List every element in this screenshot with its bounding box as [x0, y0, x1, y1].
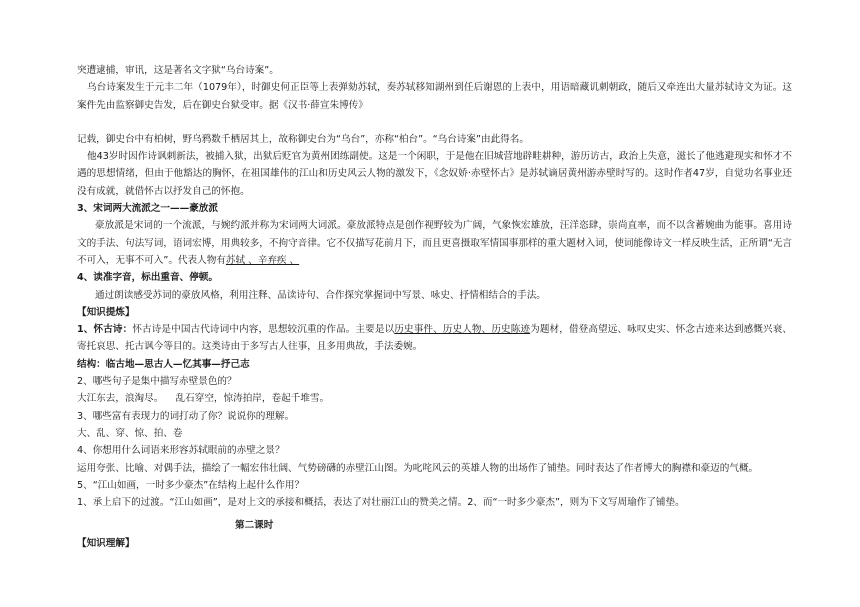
- paragraph-reading-goal: 通过朗读感受苏词的豪放风格，利用注释、品读诗句、合作探究掌握词中写景、咏史、抒情相结合的手法。: [95, 289, 546, 301]
- huaigu-label: 1、怀古诗：: [77, 324, 133, 336]
- paragraph-wutai-origin: 记载，御史台中有柏树，野乌鸦数千栖居其上，故称御史台为“乌台”，亦称“柏台”。“乌台诗案”由此得名。: [77, 133, 529, 145]
- huaigu-text-1: 怀古诗是中国古代诗词中内容，思想较沉重的作品。主要是以: [132, 324, 395, 336]
- paragraph-wutai-case: 乌台诗案发生于元丰二年（1079年），时御史何正臣等上表弹劾苏轼，奏苏轼移知湖州到任后谢恩的上表中，用语暗藏讥刺朝政，随后又牵连出大量苏轼诗文为证。这案件先由监察御史告发，后在御史台狱受审。据《汉书·薛宣朱博传》: [77, 82, 792, 111]
- answer-3: 大、乱、穿、惊、拍、卷: [77, 427, 183, 439]
- heading-knowledge-extract: 【知识提炼】: [77, 306, 135, 318]
- paragraph-haofang: [77, 217, 792, 269]
- haofang-text: 豪放派是宋词的一个流派，与婉约派并称为宋词两大词派。豪放派特点是创作视野较为广阔，气象恢宏雄放，汪洋恣肆，崇尚直率，而不以含蓄婉曲为能事。喜用诗文的手法、句法写词，语词宏博，用典较多，不拘守音律。它不仅描写花前月下，而且更喜摄取军情国事那样的重大题材入词，使词能像诗文一样反映生活，正所谓“无言不可入，无事不可入”。代表人物有: [77, 220, 792, 266]
- question-2: 2、哪些句子是集中描写赤壁景色的？: [77, 376, 237, 388]
- question-3: 3、哪些富有表现力的词打动了你？说说你的理解。: [77, 410, 295, 422]
- question-4: 4、你想用什么词语来形容苏轼眼前的赤壁之景？: [77, 445, 285, 457]
- answer-5: 1、承上启下的过渡。“江山如画”，是对上文的承接和概括，表达了对壮丽江山的赞美之情。2、而“一时多少豪杰”，则为下文写周瑜作了铺垫。: [77, 497, 685, 509]
- huaigu-themes: 历史事件、历史人物、历史陈迹: [394, 324, 531, 336]
- paragraph-background: 他43岁时因作诗讽刺新法，被捕入狱，出狱后贬官为黄州团练副使。这是一个闲职，于是他在旧城营地辟畦耕种，游历访古，政治上失意，滋长了他逃避现实和怀才不遇的思想情绪，但由于他豁达的胸怀，在祖国雄伟的江山和历史风云人物的激发下，《念奴娇·赤壁怀古》是苏轼谪居黄州游赤壁时写的。这时作者47岁，自觉功名事业还没有成就，就借怀古以抒发自己的怀抱。: [77, 151, 792, 197]
- answer-4: 运用夸张、比喻、对偶手法，描绘了一幅宏伟壮阔、气势磅礴的赤壁江山图。为叱咤风云的英雄人物的出场作了铺垫。同时表达了作者博大的胸襟和豪迈的气概。: [77, 462, 759, 474]
- huaigu-text-2: 为题材，借登高望远、咏叹史实、怀念古迹来达到感慨兴衰、寄托哀思、托古讽今等目的。这类诗由于多写古人往事，且多用典故，手法委婉。: [77, 324, 793, 353]
- document-body: [77, 62, 792, 552]
- heading-haofang-school: 3、宋词两大流派之一——豪放派: [77, 203, 218, 215]
- blank-line: [77, 114, 792, 131]
- heading-knowledge-understanding: 【知识理解】: [77, 537, 135, 549]
- representative-poets: 苏轼 、辛弃疾 、: [225, 254, 300, 266]
- paragraph-arrest: 突遭逮捕，审讯，这是著名文字狱“乌台诗案”。: [77, 65, 279, 76]
- section-second-lesson: 第二课时: [235, 520, 274, 532]
- answer-2: 大江东去，浪淘尽。 乱石穿空，惊涛拍岸，卷起千堆雪。: [77, 393, 330, 405]
- heading-reading: 4、读准字音，标出重音、停顿。: [77, 272, 218, 284]
- paragraph-huaigu-poetry: [77, 321, 792, 356]
- question-5: 5、“江山如画，一时多少豪杰”在结构上起什么作用？: [77, 479, 305, 491]
- heading-structure: 结构：临古地—思古人—忆其事—抒己志: [77, 358, 250, 370]
